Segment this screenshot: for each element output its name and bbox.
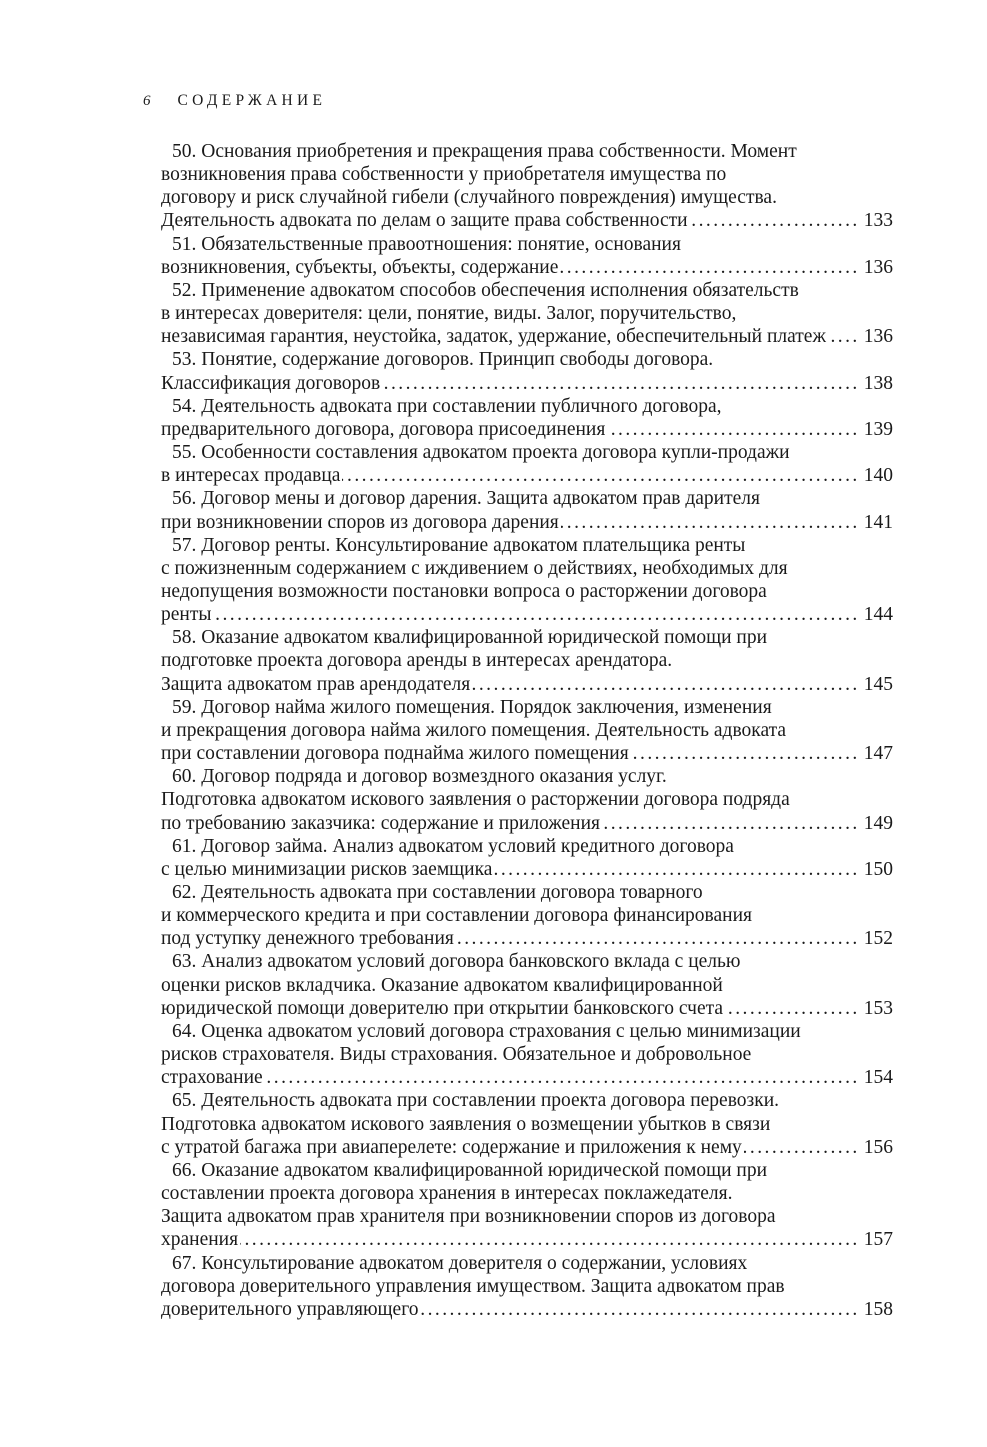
- toc-entry-line: 53. Понятие, содержание договоров. Принцип свободы договора.: [172, 349, 714, 371]
- dot-leader: [690, 209, 860, 232]
- page-number: 154: [863, 1067, 893, 1089]
- toc-entry-line: возникновения права собственности у приобретателя имущества по: [161, 164, 727, 186]
- toc-entry-text: по требованию заказчика: содержание и приложения: [161, 812, 601, 834]
- toc-entry-line: 61. Договор займа. Анализ адвокатом условий кредитного договора: [172, 835, 734, 857]
- page-number: 156: [863, 1136, 893, 1158]
- toc-entry: [161, 1159, 893, 1252]
- dot-leader: [420, 1298, 859, 1321]
- toc-entry: [161, 441, 893, 487]
- toc-entry-line: Подготовка адвокатом искового заявления о расторжении договора подряда: [161, 789, 790, 811]
- page-number: 147: [863, 743, 893, 765]
- toc-entry: [161, 233, 893, 279]
- dot-leader: [725, 997, 860, 1020]
- toc-entry-line: 56. Договор мены и договор дарения. Защита адвокатом прав дарителя: [172, 488, 760, 510]
- running-header: [143, 92, 326, 110]
- dot-leader: [602, 812, 860, 835]
- toc-entry-lastline: [161, 858, 893, 881]
- toc-entry-line: 63. Анализ адвокатом условий договора банковского вклада с целью: [172, 951, 741, 973]
- dot-leader: [560, 256, 859, 279]
- page-title: СОДЕРЖАНИЕ: [177, 92, 327, 109]
- page-number: 144: [863, 604, 893, 626]
- toc-entry: [161, 348, 893, 394]
- toc-entry-line: 62. Деятельность адвоката при составлении договора товарного: [172, 882, 703, 903]
- toc-entry-line: подготовке проекта договора аренды в интересах арендатора.: [161, 650, 673, 672]
- toc-entry-line: 58. Оказание адвокатом квалифицированной юридической помощи при: [172, 627, 768, 649]
- toc-entry-text: в интересах продавца: [161, 465, 341, 487]
- toc-entry-line: рисков страхователя. Виды страхования. Обязательное и добровольное: [161, 1044, 752, 1066]
- toc-entry-line: недопущения возможности постановки вопроса о расторжении договора: [161, 580, 767, 602]
- toc-entry-lastline: [161, 325, 893, 348]
- page-number: 133: [863, 210, 893, 232]
- page-number: 136: [863, 256, 893, 278]
- toc-entry: [161, 1089, 893, 1158]
- page-number: 158: [863, 1298, 893, 1320]
- toc-entry-text: ренты: [161, 604, 212, 626]
- toc-entry-lastline: [161, 927, 893, 950]
- page-number: 153: [863, 997, 893, 1019]
- toc-entry-text: страхование: [161, 1067, 263, 1089]
- toc-entry-lastline: [161, 742, 893, 765]
- toc-entry: [161, 626, 893, 695]
- toc-entry: [161, 395, 893, 441]
- toc-entry: [161, 950, 893, 1019]
- toc-entry: [161, 881, 893, 950]
- toc-entry-text: Классификация договоров: [161, 372, 381, 394]
- toc-entry-lastline: [161, 256, 893, 279]
- toc-entry-line: договора доверительного управления имуществом. Защита адвокатом прав: [161, 1275, 785, 1297]
- page-number: 152: [863, 928, 893, 950]
- page-number: 138: [863, 372, 893, 394]
- toc-entry: [161, 140, 893, 233]
- toc-entry-text: при возникновении споров из договора дарения: [161, 511, 559, 533]
- toc-entry: [161, 1252, 893, 1321]
- toc-entry: [161, 765, 893, 834]
- toc-entry-line: 65. Деятельность адвоката при составлении проекта договора перевозки.: [172, 1090, 780, 1112]
- toc-list: [161, 140, 893, 1321]
- page-number: 136: [863, 326, 893, 348]
- toc-entry-text: Защита адвокатом прав арендодателя: [161, 673, 471, 695]
- dot-leader: [561, 511, 860, 534]
- toc-entry-lastline: [161, 997, 893, 1020]
- dot-leader: [828, 325, 860, 348]
- toc-entry-text: с целью минимизации рисков заемщика: [161, 858, 493, 880]
- toc-entry: [161, 696, 893, 765]
- toc-entry-line: 60. Договор подряда и договор возмездного оказания услуг.: [172, 766, 667, 788]
- toc-entry-text: юридической помощи доверителю при открытии банковского счета: [161, 997, 724, 1019]
- toc-entry-lastline: [161, 511, 893, 534]
- toc-entry-text: возникновения, субъекты, объекты, содержание: [161, 256, 559, 278]
- toc-entry-lastline: [161, 673, 893, 696]
- toc-entry-lastline: [161, 1228, 893, 1251]
- toc-entry-line: 54. Деятельность адвоката при составлении публичного договора,: [172, 395, 722, 417]
- toc-entry-line: 50. Основания приобретения и прекращения права собственности. Момент: [172, 141, 797, 162]
- dot-leader: [382, 372, 860, 395]
- toc-entry: [161, 487, 893, 533]
- toc-entry-line: 66. Оказание адвокатом квалифицированной юридической помощи при: [172, 1159, 768, 1181]
- toc-entry-line: 55. Особенности составления адвокатом проекта договора купли-продажи: [172, 442, 790, 464]
- dot-leader: [240, 1228, 860, 1251]
- dot-leader: [607, 418, 859, 441]
- dot-leader: [744, 1136, 860, 1159]
- toc-entry-line: 57. Договор ренты. Консультирование адвокатом плательщика ренты: [172, 534, 746, 556]
- toc-entry: [161, 279, 893, 348]
- toc-entry-line: 59. Договор найма жилого помещения. Порядок заключения, изменения: [172, 696, 772, 718]
- toc-entry: [161, 1020, 893, 1089]
- toc-entry-text: с утратой багажа при авиаперелете: содержание и приложения к нему: [161, 1136, 742, 1158]
- toc-entry-lastline: [161, 464, 893, 487]
- toc-entry-line: 64. Оценка адвокатом условий договора страхования с целью минимизации: [172, 1020, 801, 1042]
- toc-entry-lastline: [161, 1066, 893, 1089]
- toc-entry-text: под уступку денежного требования: [161, 928, 454, 950]
- toc-entry-line: в интересах доверителя: цели, понятие, виды. Залог, поручительство,: [161, 303, 737, 325]
- page-number: 157: [863, 1229, 893, 1251]
- toc-entry-text: предварительного договора, договора присоединения: [161, 418, 606, 440]
- dot-leader: [342, 464, 859, 487]
- dot-leader: [494, 858, 859, 881]
- page-number: 150: [863, 858, 893, 880]
- toc-entry: [161, 835, 893, 881]
- toc-entry-text: доверительного управляющего: [161, 1298, 419, 1320]
- toc-entry-line: с пожизненным содержанием с иждивением о действиях, необходимых для: [161, 557, 788, 579]
- toc-entry-line: и прекращения договора найма жилого помещения. Деятельность адвоката: [161, 719, 787, 741]
- page-number: 139: [863, 418, 893, 440]
- toc-entry-line: и коммерческого кредита и при составлении договора финансирования: [161, 905, 752, 927]
- dot-leader: [631, 742, 860, 765]
- folio-number: 6: [143, 93, 151, 109]
- toc-entry: [161, 534, 893, 627]
- page-number: 140: [863, 465, 893, 487]
- toc-entry-line: 67. Консультирование адвокатом доверителя о содержании, условиях: [172, 1252, 748, 1274]
- toc-entry-line: Защита адвокатом прав хранителя при возникновении споров из договора: [161, 1206, 776, 1228]
- toc-entry-text: Деятельность адвоката по делам о защите права собственности: [161, 210, 688, 232]
- toc-entry-lastline: [161, 812, 893, 835]
- toc-entry-line: составлении проекта договора хранения в интересах поклажедателя.: [161, 1183, 733, 1205]
- page-number: 149: [863, 812, 893, 834]
- toc-entry-lastline: [161, 1298, 893, 1321]
- toc-entry-line: оценки рисков вкладчика. Оказание адвокатом квалифицированной: [161, 974, 723, 996]
- toc-entry-text: независимая гарантия, неустойка, задаток, удержание, обеспечительный платеж: [161, 326, 826, 348]
- dot-leader: [472, 673, 860, 696]
- dot-leader: [213, 603, 859, 626]
- toc-entry-line: 51. Обязательственные правоотношения: понятие, основания: [172, 233, 681, 255]
- dot-leader: [456, 927, 860, 950]
- toc-entry-lastline: [161, 209, 893, 232]
- dot-leader: [265, 1066, 860, 1089]
- toc-entry-text: хранения: [161, 1229, 239, 1251]
- toc-entry-text: при составлении договора поднайма жилого помещения: [161, 743, 629, 765]
- page-number: 145: [863, 673, 893, 695]
- toc-entry-lastline: [161, 1136, 893, 1159]
- toc-entry-lastline: [161, 603, 893, 626]
- toc-entry-line: 52. Применение адвокатом способов обеспечения исполнения обязательств: [172, 279, 799, 301]
- page-number: 141: [863, 511, 893, 533]
- toc-entry-lastline: [161, 372, 893, 395]
- toc-entry-line: Подготовка адвокатом искового заявления о возмещении убытков в связи: [161, 1113, 771, 1135]
- toc-entry-lastline: [161, 418, 893, 441]
- toc-entry-line: договору и риск случайной гибели (случайного повреждения) имущества.: [161, 187, 777, 209]
